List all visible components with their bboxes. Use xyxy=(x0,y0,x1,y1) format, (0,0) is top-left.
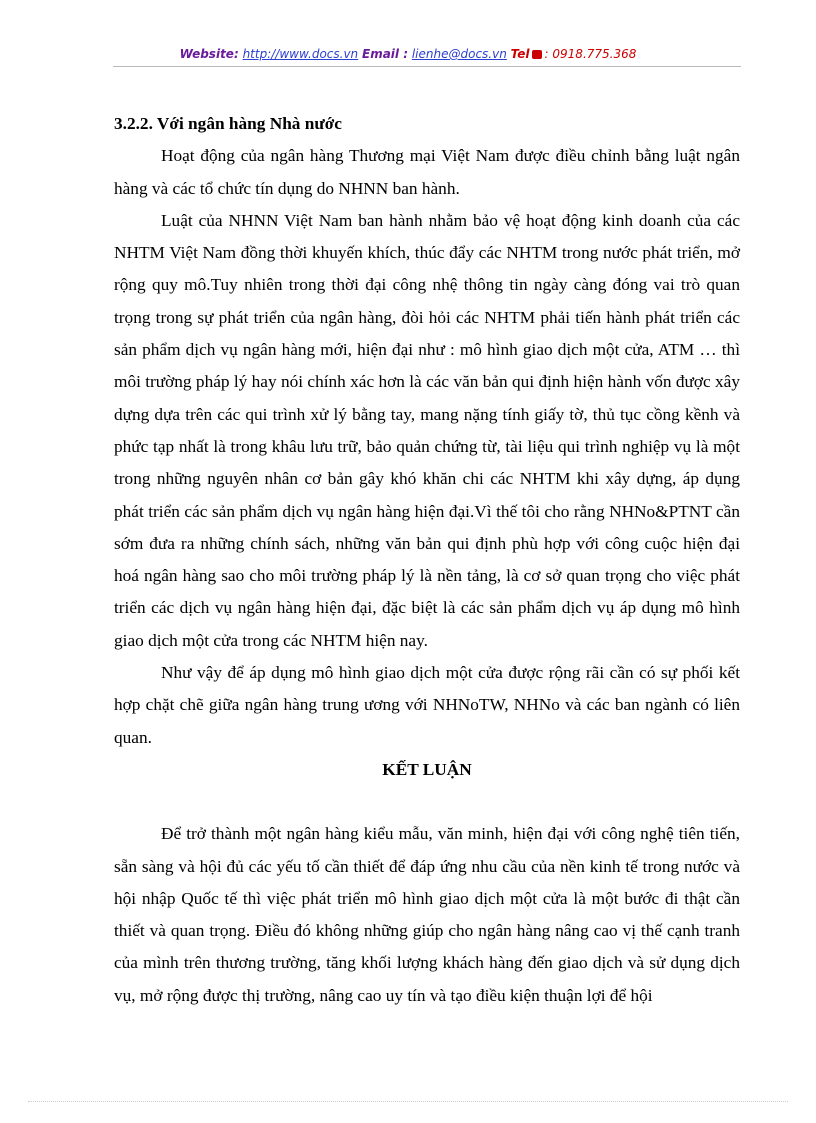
website-link[interactable]: http://www.docs.vn xyxy=(242,47,359,61)
phone-number: : 0918.775.368 xyxy=(544,47,637,61)
section-heading: 3.2.2. Với ngân hàng Nhà nước xyxy=(114,114,342,133)
header-divider xyxy=(113,66,741,67)
tel-label: Tel xyxy=(510,47,530,61)
phone-icon xyxy=(532,50,542,59)
footer-divider xyxy=(28,1101,788,1102)
website-label: Website: xyxy=(179,47,239,61)
conclusion-heading: KẾT LUẬN xyxy=(382,759,472,779)
paragraph-1: Hoạt động của ngân hàng Thương mại Việt Nam được điều chỉnh bằng luật ngân hàng và các tổ chức tín dụng do NHNN ban hành. xyxy=(114,146,740,198)
email-link[interactable]: lienhe@docs.vn xyxy=(411,47,507,61)
conclusion-paragraph: Để trở thành một ngân hàng kiểu mẫu, văn minh, hiện đại với công nghệ tiên tiến, sẵn sàng và hội đủ các yếu tố cần thiết để đáp ứng nhu cầu của nền kinh tế trong nước và hội nhập Quốc tế thì việc phát triển mô hình giao dịch một cửa là một bước đi thật cần thiết và quan trọng. Điều đó không những giúp cho ngân hàng nâng cao vị thế cạnh tranh của mình trên thương trường, tăng khối lượng khách hàng đến giao dịch và sử dụng dịch vụ, mở rộng được thị trường, nâng cao uy tín và tạo điều kiện thuận lợi để hội xyxy=(114,824,740,1005)
page-header xyxy=(0,47,816,61)
paragraph-2: Luật của NHNN Việt Nam ban hành nhằm bảo vệ hoạt động kinh doanh của các NHTM Việt Nam đồng thời khuyến khích, thúc đẩy các NHTM trong nước phát triển, mở rộng quy mô.Tuy nhiên trong thời đại công nhệ thông tin ngày càng đóng vai trò quan trọng trong sự phát triển của ngân hàng, đòi hỏi các NHTM phải tiến hành phát triển các sản phẩm dịch vụ ngân hàng mới, hiện đại như : mô hình giao dịch một cửa, ATM … thì môi trường pháp lý hay nói chính xác hơn là các văn bản qui định hiện hành vốn được xây dựng dựa trên các qui trình xử lý bằng tay, mang nặng tính giấy tờ, thủ tục cồng kềnh và phức tạp nhất là trong khâu lưu trữ, bảo quản chứng từ, tài liệu qui trình nghiệp vụ là một trong những nguyên nhân cơ bản gây khó khăn chi các NHTM khi xây dựng, áp dụng phát triển các sản phẩm dịch vụ ngân hàng hiện đại.Vì thế tôi cho rằng NHNo&PTNT cần sớm đưa ra những chính sách, những văn bản qui định phù hợp với công cuộc hiện đại hoá ngân hàng sao cho môi trường pháp lý là nền tảng, là cơ sở quan trọng cho việc phát triển các dịch vụ ngân hàng hiện đại, đặc biệt là các sản phẩm dịch vụ áp dụng mô hình giao dịch một cửa trong các NHTM hiện nay. xyxy=(114,210,740,650)
paragraph-3: Như vậy để áp dụng mô hình giao dịch một cửa được rộng rãi cần có sự phối kết hợp chặt chẽ giữa ngân hàng trung ương với NHNoTW, NHNo và các ban ngành có liên quan. xyxy=(114,663,740,747)
email-label: Email : xyxy=(362,47,409,61)
document-body xyxy=(114,108,740,1012)
spacer xyxy=(114,786,740,818)
